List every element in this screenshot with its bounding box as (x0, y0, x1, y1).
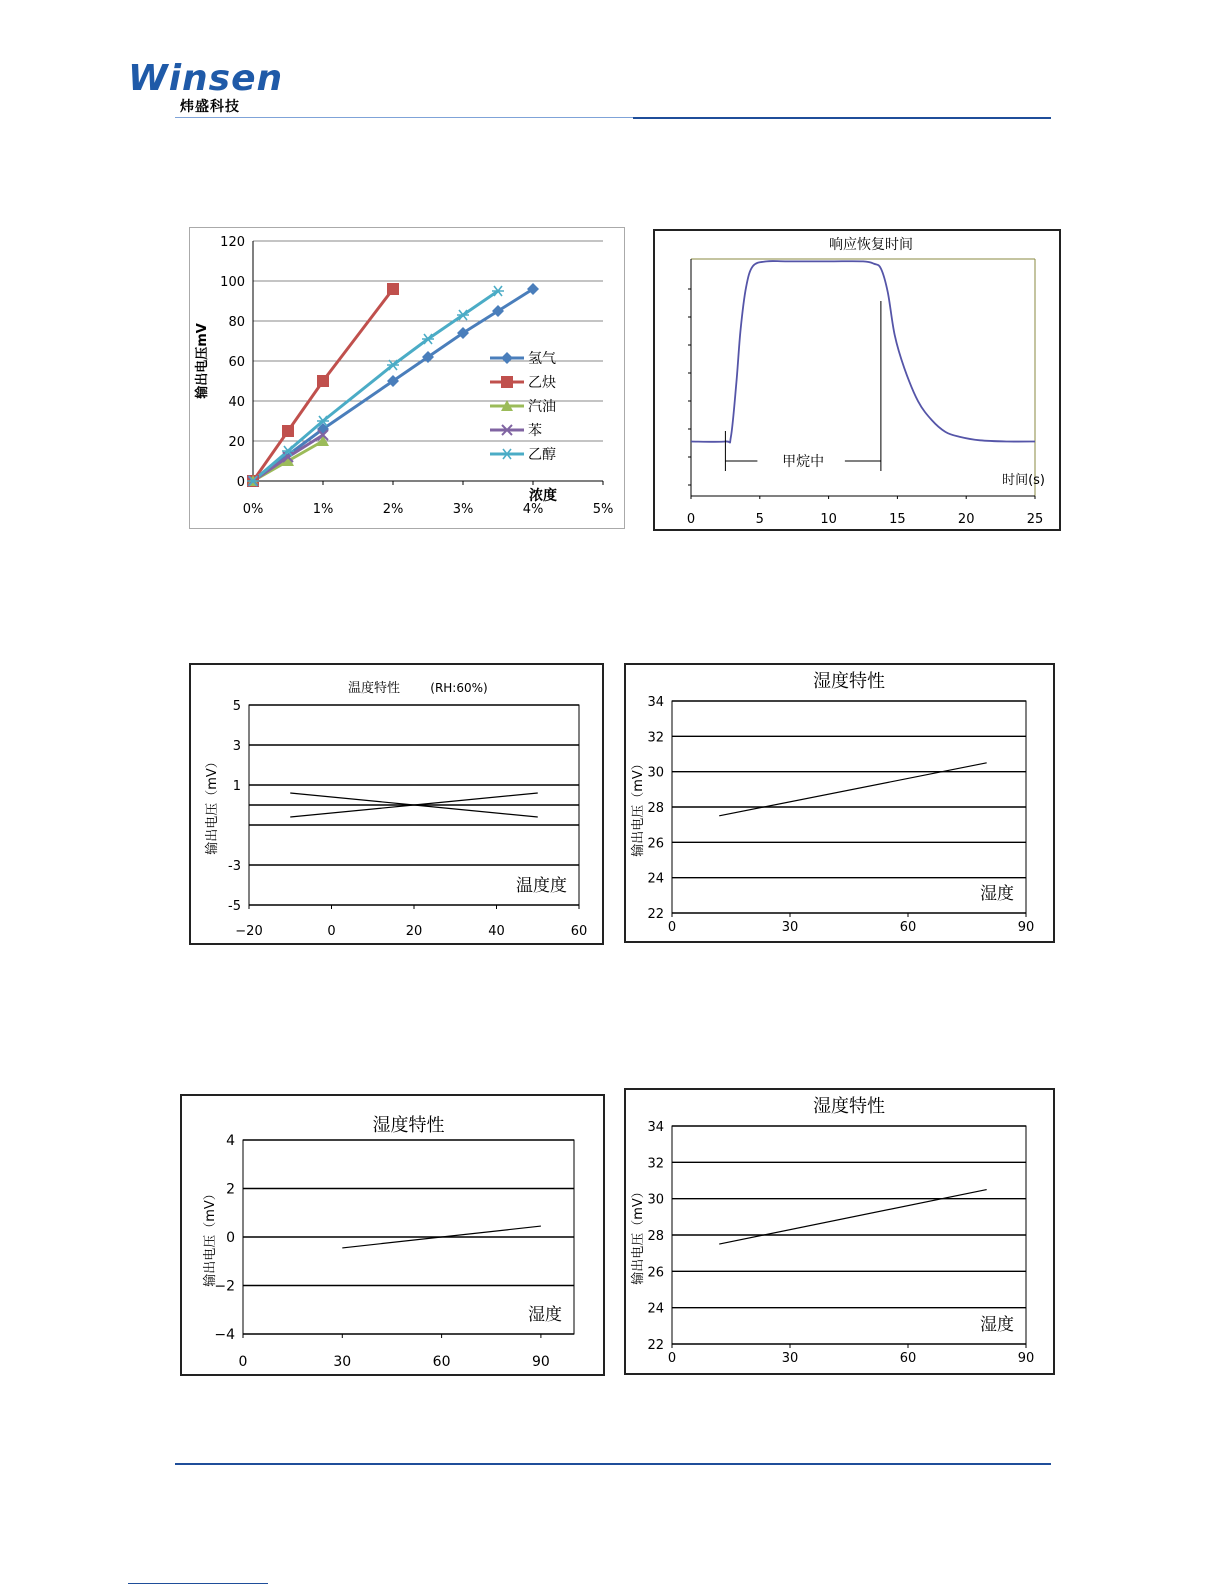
x-axis-label: 湿度 (528, 1305, 562, 1325)
footer-divider (175, 1463, 1051, 1465)
y-tick-label: 34 (647, 1120, 664, 1135)
y-tick-label: 60 (228, 355, 245, 370)
x-tick-label: 0 (667, 1351, 677, 1366)
series-line (691, 261, 1035, 443)
y-tick-label: 4 (226, 1133, 235, 1149)
data-point (501, 376, 513, 388)
x-tick-label: 20 (405, 924, 423, 939)
x-tick-label: 60 (899, 1351, 917, 1366)
x-tick-label: 0% (242, 502, 264, 517)
logo-subtitle: 炜盛科技 (180, 99, 240, 115)
x-axis-label: 湿度 (980, 884, 1014, 904)
y-tick-label: 32 (647, 1156, 664, 1172)
annotation-label: 甲烷中 (782, 454, 825, 470)
legend-label: 苯 (528, 423, 542, 439)
response-chart (653, 229, 1061, 531)
y-tick-label: −2 (214, 1278, 235, 1295)
x-tick-label: 60 (899, 920, 917, 935)
response-chart-svg (655, 231, 1059, 529)
y-tick-label: 32 (647, 730, 664, 746)
y-tick-label: 40 (228, 395, 245, 410)
header-divider-light (175, 117, 633, 118)
y-tick-label: 0 (226, 1230, 235, 1246)
x-tick-label: 60 (432, 1354, 451, 1370)
x-axis-label: 湿度 (980, 1315, 1014, 1335)
chart-title: 湿度特性 (813, 1096, 885, 1117)
temperature-chart-svg (191, 665, 602, 943)
x-tick-label: 2% (382, 502, 404, 517)
y-tick-label: -3 (228, 859, 241, 874)
sensitivity-chart (189, 227, 625, 529)
y-axis-label: 输出电压（mV） (203, 1187, 218, 1287)
humidity-chart-2-svg (182, 1096, 603, 1374)
x-tick-label: 60 (570, 924, 588, 939)
y-tick-label: -5 (228, 899, 241, 914)
x-tick-label: 15 (889, 512, 906, 527)
y-tick-label: 5 (232, 699, 241, 714)
chart-title: 湿度特性 (372, 1115, 445, 1136)
x-tick-label: 0 (327, 924, 336, 939)
x-axis-label: 温度度 (516, 876, 567, 896)
y-tick-label: 30 (647, 765, 664, 781)
chart-subtitle: (RH:60%) (430, 681, 488, 695)
y-tick-label: 24 (647, 1301, 664, 1317)
company-logo (128, 58, 288, 118)
header-divider-dark (633, 117, 1051, 119)
y-tick-label: 22 (647, 907, 664, 922)
y-tick-label: 80 (228, 315, 245, 330)
x-tick-label: 5% (592, 502, 614, 517)
x-tick-label: 4% (522, 502, 544, 517)
x-tick-label: 0 (238, 1354, 248, 1370)
y-tick-label: 100 (220, 275, 245, 290)
x-tick-label: 10 (820, 512, 837, 527)
x-tick-label: 30 (333, 1354, 352, 1370)
y-tick-label: 34 (647, 695, 664, 710)
y-tick-label: 24 (647, 871, 664, 887)
data-point (282, 425, 294, 437)
y-tick-label: 26 (647, 1265, 664, 1281)
x-tick-label: 90 (1017, 1351, 1035, 1366)
data-point (317, 375, 329, 387)
logo-wordmark: Winsen (128, 58, 284, 99)
x-tick-label: 0 (667, 920, 677, 935)
y-tick-label: 3 (232, 739, 241, 754)
temperature-chart (189, 663, 604, 945)
legend-label: 汽油 (528, 399, 556, 415)
series-line (719, 763, 986, 816)
y-axis-label: 输出电压mV (195, 323, 210, 399)
y-tick-label: 22 (647, 1338, 664, 1353)
legend-label: 乙炔 (528, 375, 556, 391)
humidity-chart-3 (624, 1088, 1055, 1375)
x-tick-label: 30 (781, 920, 799, 935)
y-tick-label: 0 (236, 475, 245, 490)
y-tick-label: 30 (647, 1192, 664, 1208)
y-tick-label: 28 (647, 801, 664, 816)
data-point (501, 352, 513, 364)
x-tick-label: 90 (1017, 920, 1035, 935)
x-tick-label: 30 (781, 1351, 799, 1366)
y-tick-label: 1 (232, 779, 241, 794)
footer-link-underline (128, 1583, 268, 1584)
x-tick-label: 1% (312, 502, 334, 517)
x-tick-label: 90 (531, 1354, 550, 1370)
x-tick-label: 40 (488, 924, 505, 939)
x-axis-label: 时间(s) (1002, 473, 1045, 488)
chart-title: 湿度特性 (813, 671, 885, 692)
x-tick-label: 25 (1026, 512, 1044, 527)
legend-label: 乙醇 (528, 447, 556, 463)
humidity-chart-3-svg (626, 1090, 1053, 1373)
y-tick-label: −4 (214, 1327, 235, 1343)
data-point (387, 283, 399, 295)
y-axis-label: 输出电压（mV） (631, 1185, 646, 1285)
x-tick-label: 3% (452, 502, 474, 517)
humidity-chart-1 (624, 663, 1055, 943)
sensitivity-chart-svg (190, 228, 624, 528)
y-axis-label: 输出电压（mV） (631, 757, 646, 857)
humidity-chart-2 (180, 1094, 605, 1376)
chart-title: 响应恢复时间 (829, 237, 913, 253)
y-axis-label: 输出电压（mV） (205, 755, 220, 855)
x-axis-label: 浓度 (529, 488, 557, 504)
x-tick-label: 0 (686, 512, 696, 527)
humidity-chart-1-svg (626, 665, 1053, 941)
series-line (719, 1190, 986, 1245)
x-tick-label: 20 (957, 512, 975, 527)
y-tick-label: 2 (226, 1181, 235, 1198)
y-tick-label: 28 (647, 1229, 664, 1244)
x-tick-label: 5 (755, 512, 764, 527)
y-tick-label: 20 (228, 435, 245, 450)
data-point (501, 449, 513, 459)
x-tick-label: −20 (235, 924, 263, 939)
legend-label: 氢气 (528, 351, 556, 367)
chart-title: 温度特性 (347, 681, 401, 696)
y-tick-label: 26 (647, 836, 664, 852)
y-tick-label: 120 (220, 235, 245, 250)
